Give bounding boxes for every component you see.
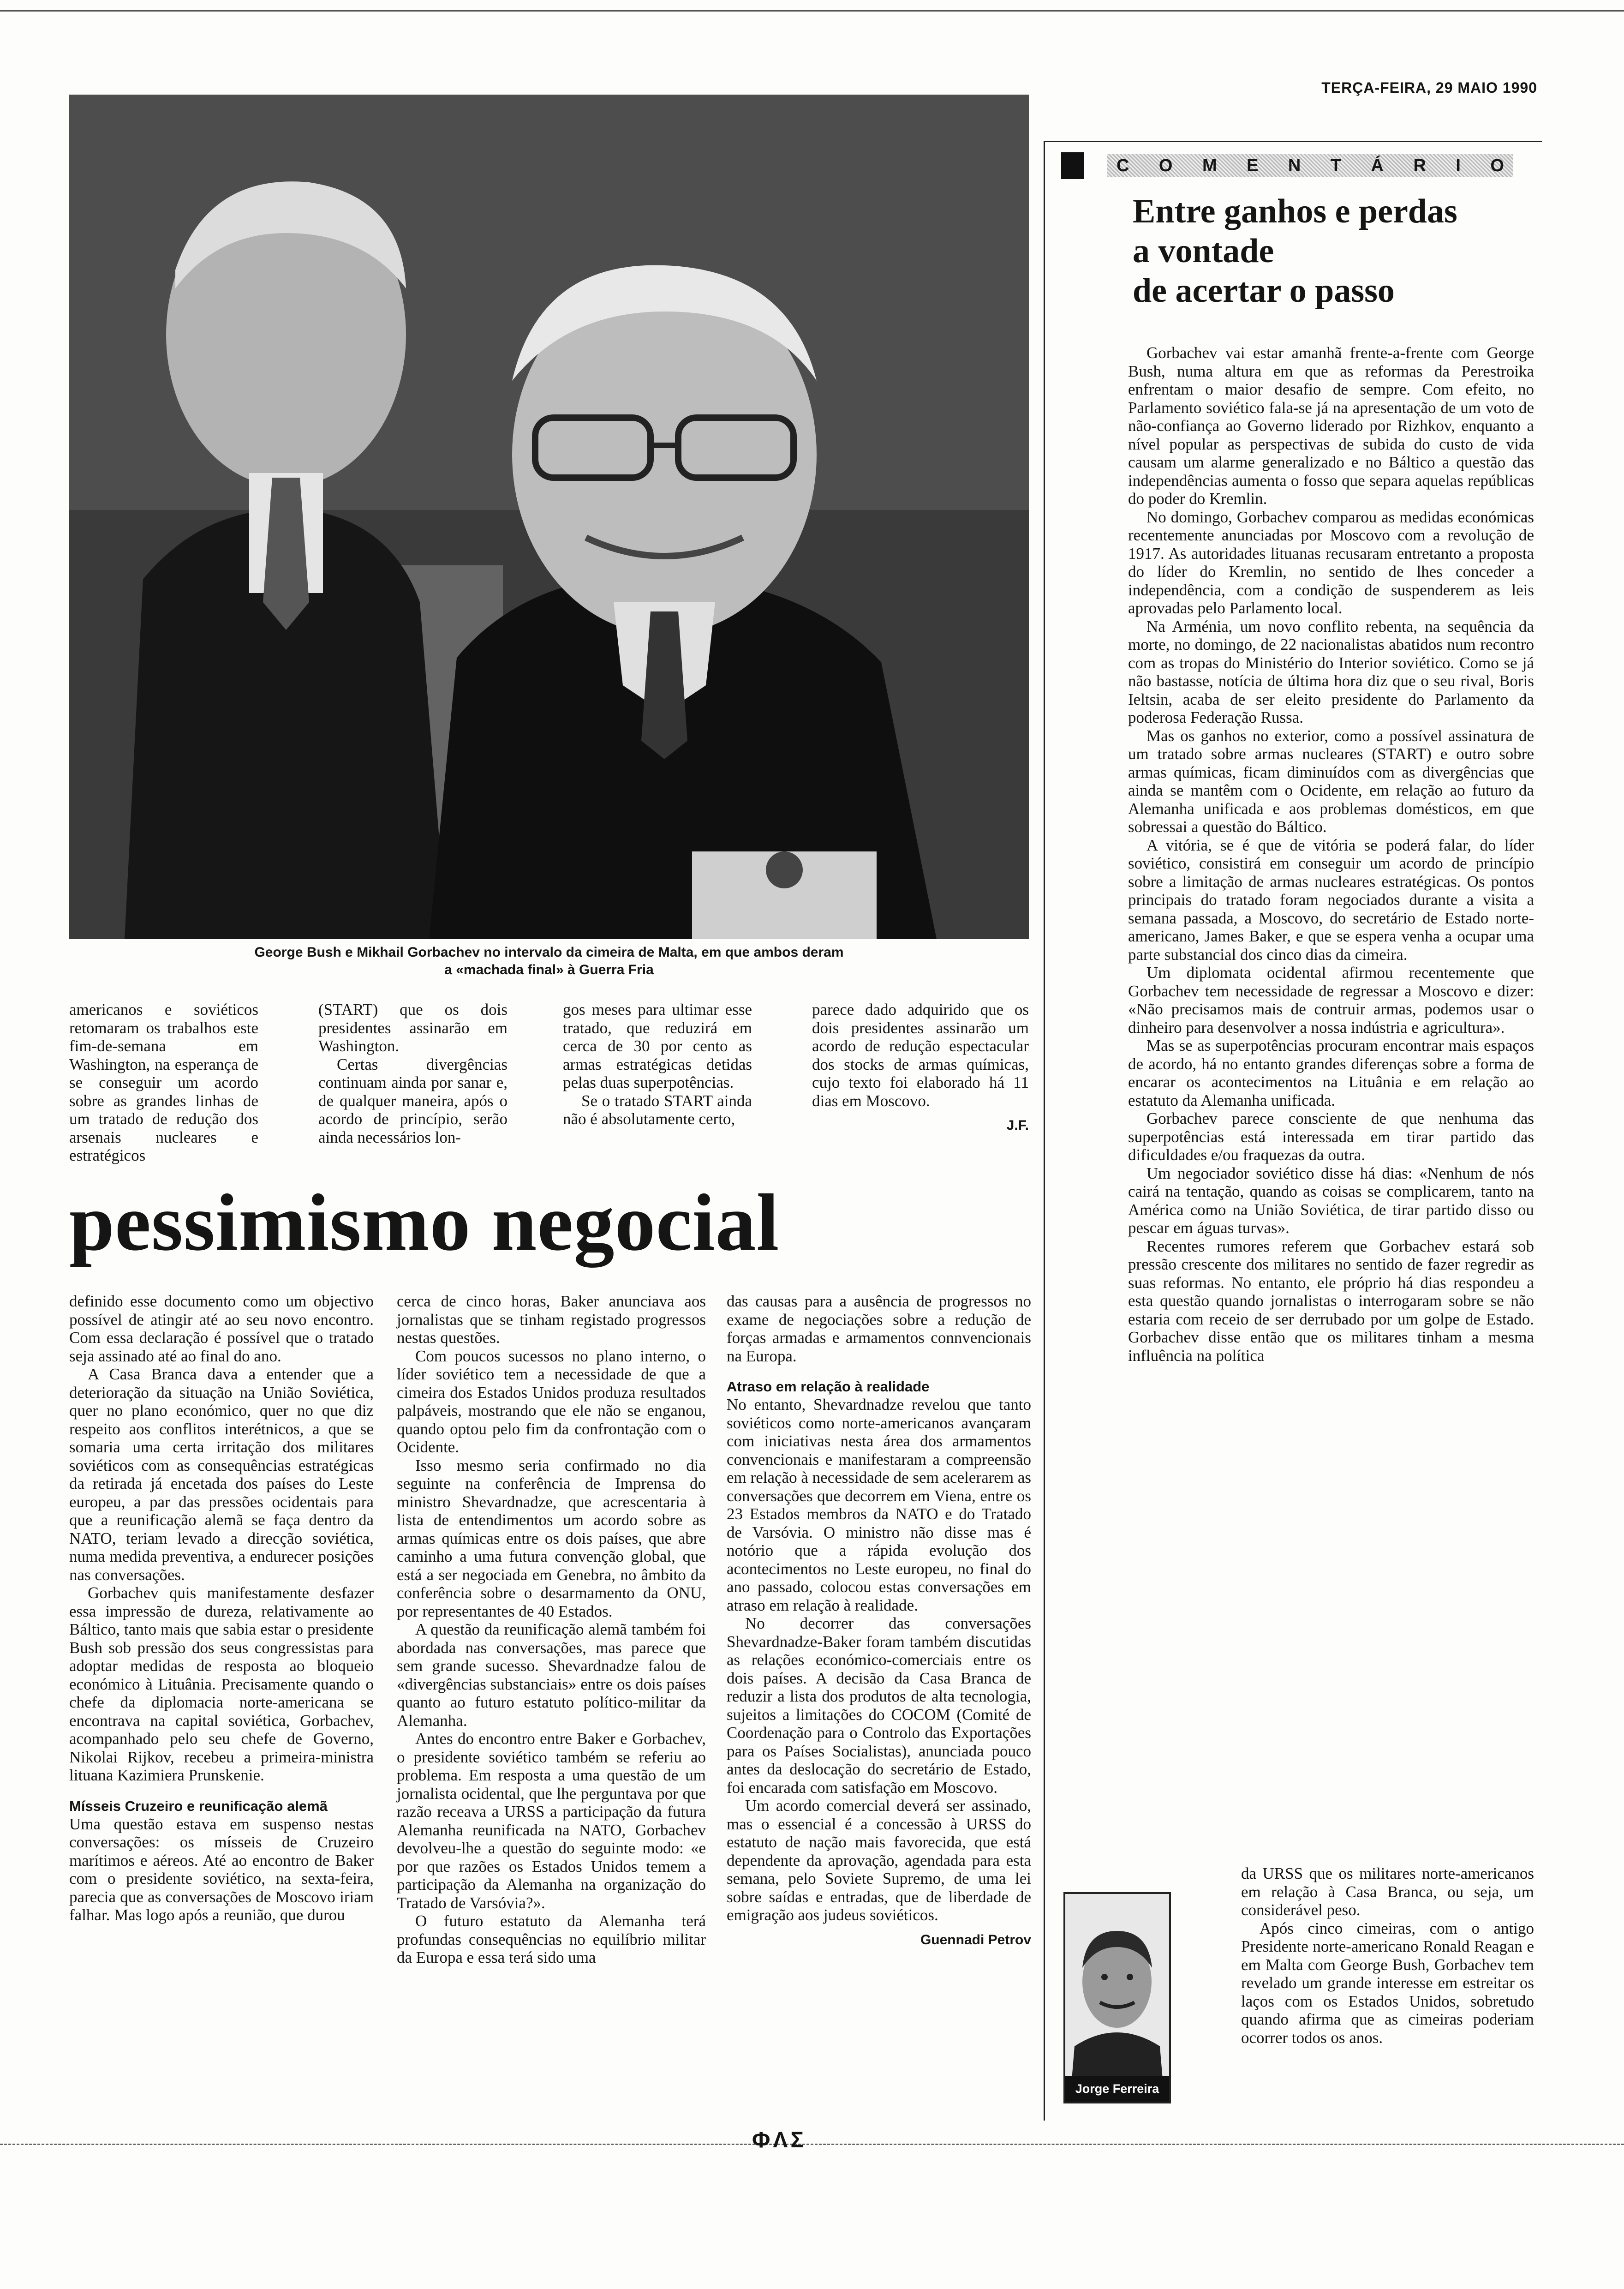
commentary-paragraph: Após cinco cimeiras, com o antigo Presidente norte-americano Ronald Reagan e em Malta com George Bush, Gorbachev tem revelado um grande interesse em estreitar os laços com os Estados Unidos, sobretudo quando afirma que as cimeiras poderiam ocorrer todos os anos. xyxy=(1241,1919,1534,2047)
article-signature: Guennadi Petrov xyxy=(920,1932,1031,1947)
article-paragraph: Uma questão estava em suspenso nestas conversações: os mísseis de Cruzeiro marítimos e aéreos. Até ao encontro de Baker com o presidente soviético, na sexta-feira, parecia que as conversações de Moscovo iriam falhar. Mas logo após a reunião, que durou xyxy=(69,1815,374,1924)
caption-line-1: George Bush e Mikhail Gorbachev no intervalo da cimeira de Malta, em que ambos deram xyxy=(254,945,844,960)
footer-rule xyxy=(0,2144,1624,2145)
column-divider xyxy=(1044,141,1045,2121)
photo-caption xyxy=(69,944,1029,979)
kicker-letter: O xyxy=(1158,156,1173,175)
article-column-3 xyxy=(727,1292,1031,1949)
article-paragraph: A Casa Branca dava a entender que a deterioração da situação na União Soviética, quer no plano económico, quer no que diz respeito aos conflitos interétnicos, a que se somaria uma certa irritação dos militares soviéticos com as consequências estratégicas da retirada já encetada dos países do Leste europeu, a par das pressões ocidentais para que a reunificação alemã se faça dentro da NATO, teriam levado a direcção soviética, numa medida preventiva, a endurecer posições nas conversações. xyxy=(69,1365,374,1584)
article-paragraph: Antes do encontro entre Baker e Gorbachev, o presidente soviético também se referiu ao problema. Em resposta a uma questão de um jornalista ocidental, que lhe perguntava por que razão receava a URSS a participação da futura Alemanha reunificada na NATO, Gorbachev devolveu-lhe a questão do seguinte modo: «e por que razões os Estados Unidos temem a participação da Alemanha na organização do Tratado de Varsóvia?». xyxy=(397,1730,706,1912)
lead-text: gos meses para ultimar esse tratado, que reduzirá em cerca de 30 por cento as armas estratégicas detidas pelas duas superpotências. xyxy=(563,1001,752,1091)
commentary-paragraph: Mas se as superpotências procuram encontrar mais espaços de acordo, há no entanto grandes diferenças sobre a forma de encarar os acontecimentos na Lituânia e em relação ao estatuto da Alemanha unificada. xyxy=(1128,1037,1534,1109)
article-paragraph: Com poucos sucessos no plano interno, o líder soviético tem a necessidade de que a cimeira dos Estados Unidos produza resultados palpáveis, mostrando que ele não se enganou, quando optou pelo fim da confrontação com o Ocidente. xyxy=(397,1347,706,1456)
commentary-paragraph: da URSS que os militares norte-americanos em relação à Casa Branca, ou seja, um considerável peso. xyxy=(1241,1864,1534,1919)
commentary-wrap-text xyxy=(1241,1864,1534,2047)
commentary-paragraph: Na Arménia, um novo conflito rebenta, na sequência da morte, no domingo, de 22 nacionalistas abatidos num recontro com as tropas do Ministério do Interior soviético. Como se já não bastasse, notícia de última hora diz que o seu rival, Boris Ieltsin, acaba de ser eleito presidente do Parlamento da poderosa Federação Russa. xyxy=(1128,617,1534,726)
commentary-title-line: de acertar o passo xyxy=(1133,272,1395,310)
lead-signature: J.F. xyxy=(1006,1118,1029,1133)
lead-text: Se o tratado START ainda não é absolutamente certo, xyxy=(563,1091,752,1128)
kicker-letter: T xyxy=(1330,156,1342,175)
commentary-body xyxy=(1128,344,1534,1365)
author-portrait xyxy=(1063,1892,1171,2103)
article-subhead: Atraso em relação à realidade xyxy=(727,1378,930,1395)
article-paragraph: No entanto, Shevardnadze revelou que tanto soviéticos como norte-americanos avançaram com iniciativas nesta área dos armamentos convencionais e manifestaram a compreensão em relação à necessidade de sem acelerarem as conversações que decorrem em Viena, entre os 23 Estados membros da NATO e do Tratado de Varsóvia. O ministro não disse mas é notório que a rápida evolução dos acontecimentos no Leste europeu, no final do ano passado, colocou estas conversações em atraso em relação à realidade. xyxy=(727,1396,1031,1614)
commentary-paragraph: Gorbachev vai estar amanhã frente-a-frente com George Bush, numa altura em que as reformas da Perestroika enfrentam o maior desafio de sempre. Com efeito, no Parlamento soviético fala-se já na apresentação de um voto de não-confiança ao Governo liderado por Rizhkov, enquanto a nível popular as perspectivas de subida do custo de vida causam um alarme generalizado e no Báltico a questão das independências aumenta o fosso que separa aquelas repúblicas do poder do Kremlin. xyxy=(1128,344,1534,508)
lead-column-4 xyxy=(812,1001,1029,1135)
kicker-letter: E xyxy=(1247,156,1259,175)
commentary-kicker xyxy=(1061,152,1532,179)
commentary-paragraph: Um diplomata ocidental afirmou recentemente que Gorbachev tem necessidade de regressar a Moscovo e dizer: «Não precisamos mais de contruir armas, podemos usar o dinheiro para desenvolver a nossa indústria e agricultura». xyxy=(1128,964,1534,1037)
lead-column-1 xyxy=(69,1001,258,1165)
lead-column-2 xyxy=(318,1001,508,1146)
kicker-block xyxy=(1061,152,1084,179)
article-paragraph: Gorbachev quis manifestamente desfazer essa impressão de dureza, relativamente ao Báltico, tanto mais que sabia estar o presidente Bush sob pressão dos seus congressistas para adoptar medidas de resposta ao bloqueio económico à Lituânia. Precisamente quando o chefe da diplomacia norte-americana se encontrava na capital soviética, Gorbachev, acompanhado pelo seu chefe de Governo, Nikolai Rijkov, recebeu a primeira-ministra lituana Kazimiera Prunskenie. xyxy=(69,1584,374,1784)
kicker-letter: Á xyxy=(1371,156,1384,175)
kicker-letter: N xyxy=(1288,156,1301,175)
article-paragraph: No decorrer das conversações Shevardnadze-Baker foram também discutidas as relações económico-comerciais entre os dois países. A decisão da Casa Branca de reduzir a lista dos produtos de alta tecnologia, sujeitos a limitações do COCOM (Comité de Coordenação para o Controlo das Exportações para os Países Socialistas), anunciada pouco antes da deslocação do secretário de Estado, foi encarada com satisfação em Moscovo. xyxy=(727,1614,1031,1797)
article-column-2 xyxy=(397,1292,706,1967)
commentary-paragraph: Um negociador soviético disse há dias: «Nenhum de nós cairá na tentação, quando as coisas se complicarem, tanto na América como na União Soviética, de tirar partido disso ou pescar em águas turvas». xyxy=(1128,1164,1534,1237)
issue-date: TERÇA-FEIRA, 29 MAIO 1990 xyxy=(1321,79,1537,96)
photo-illustration xyxy=(69,95,1029,939)
kicker-letter: I xyxy=(1456,156,1461,175)
article-paragraph: Isso mesmo seria confirmado no dia seguinte na conferência de Imprensa do ministro Shevardnadze, que acrescentaria à lista de entendimentos um acordo sobre as armas químicas entre os dois países, que abre caminho a uma futura convenção global, que está a ser negociada em Genebra, no âmbito da conferência sobre o desarmamento da ONU, por representantes de 40 Estados. xyxy=(397,1456,706,1620)
article-paragraph: A questão da reunificação alemã também foi abordada nas conversações, mas parece que sem grande sucesso. Shevardnadze falou de «divergências substanciais» entre os dois países quanto ao futuro estatuto político-militar da Alemanha. xyxy=(397,1620,706,1730)
lead-text: parece dado adquirido que os dois presidentes assinarão um acordo de redução espectacular dos stocks de armas químicas, cujo texto foi elaborado há 11 dias em Moscovo. xyxy=(812,1001,1029,1110)
lead-text: Certas divergências continuam ainda por sanar e, de qualquer maneira, após o acordo de princípio, serão ainda necessários lon- xyxy=(318,1055,508,1146)
article-paragraph: definido esse documento como um objectivo possível de atingir até ao seu novo encontro. Com essa declaração é possível que o tratado seja assinado até ao final do ano. xyxy=(69,1292,374,1365)
top-rule xyxy=(0,10,1624,12)
headline: pessimismo negocial xyxy=(69,1178,780,1268)
article-paragraph: Um acordo comercial deverá ser assinado, mas o essencial é a concessão à URSS do estatuto de nação mais favorecida, que está dependente da aprovação, agendada para esta semana, pelo Soviete Supremo, de uma lei sobre saídas e entradas, que de liberdade de emigração aos judeus soviéticos. xyxy=(727,1797,1031,1924)
portrait-image xyxy=(1065,1894,1169,2102)
commentary-title xyxy=(1133,192,1539,311)
commentary-paragraph: Recentes rumores referem que Gorbachev estará sob pressão crescente dos militares no sentido de fazer regredir as suas reformas. No entanto, ele próprio há dias respondeu a esta questão quando jornalistas o interrogaram sobre se não estaria com receio de ser derrubado por um golpe de Estado. Gorbachev disse então que os militares tinham a mesma influência na política xyxy=(1128,1237,1534,1365)
article-paragraph: cerca de cinco horas, Baker anunciava aos jornalistas que se tinham registado progressos nestas questões. xyxy=(397,1292,706,1347)
caption-line-2: a «machada final» à Guerra Fria xyxy=(444,962,654,977)
kicker-letter: M xyxy=(1202,156,1217,175)
lead-text: (START) que os dois presidentes assinarão em Washington. xyxy=(318,1001,508,1055)
commentary-top-rule xyxy=(1044,141,1542,142)
lead-column-3 xyxy=(563,1001,752,1128)
kicker-letter: R xyxy=(1413,156,1426,175)
commentary-title-line: Entre ganhos e perdas xyxy=(1133,192,1457,230)
commentary-paragraph: A vitória, se é que de vitória se poderá falar, do líder soviético, consistirá em conseguir um acordo de princípio sobre a limitação de armas nucleares estratégicas. Os pontos principais do tratado foram negociados durante a visita a semana passada, a Moscovo, do secretário de Estado norte-americano, James Baker, e que se espera venha a ocupar uma parte substancial dos cinco dias da cimeira. xyxy=(1128,836,1534,964)
news-photo xyxy=(69,95,1029,939)
commentary-title-line: a vontade xyxy=(1133,232,1274,270)
kicker-letter: O xyxy=(1490,156,1504,175)
article-column-1 xyxy=(69,1292,374,1924)
article-subhead: Mísseis Cruzeiro e reunificação alemã xyxy=(69,1798,328,1814)
portrait-caption: Jorge Ferreira xyxy=(1065,2076,1169,2102)
commentary-paragraph: Mas os ganhos no exterior, como a possível assinatura de um tratado sobre armas nucleares (START) e outro sobre armas químicas, ficam diminuídos com as divergências que ainda se mantêm com o Ocidente, em relação ao futuro da Alemanha unificada e aos problemas domésticos, em que sobressai a questão do Báltico. xyxy=(1128,726,1534,836)
commentary-paragraph: No domingo, Gorbachev comparou as medidas económicas recentemente anunciadas por Moscovo com a revolução de 1917. As autoridades lituanas recusaram entretanto a proposta do líder do Kremlin, no sentido de lhes conceder a independência, com a condição de suspenderem as leis aprovadas pelo Parlamento local. xyxy=(1128,508,1534,617)
publisher-logo: ΦΛΣ xyxy=(752,2128,807,2152)
article-paragraph: O futuro estatuto da Alemanha terá profundas consequências no equilíbrio militar da Europa e essa terá sido uma xyxy=(397,1912,706,1966)
article-paragraph: das causas para a ausência de progressos no exame de negociações sobre a redução de forças armadas e armamentos connvencionais na Europa. xyxy=(727,1292,1031,1365)
commentary-paragraph: Gorbachev parece consciente de que nenhuma das superpotências está interessada em tirar partido das dificuldades e/ou fraquezas da outra. xyxy=(1128,1109,1534,1164)
lead-text: americanos e soviéticos retomaram os trabalhos este fim-de-semana em Washington, na esperança de se conseguir um acordo sobre as grandes linhas de um tratado de redução dos arsenais nucleares e estratégicos xyxy=(69,1001,258,1164)
kicker-band xyxy=(1107,154,1513,177)
kicker-letter: C xyxy=(1116,156,1129,175)
